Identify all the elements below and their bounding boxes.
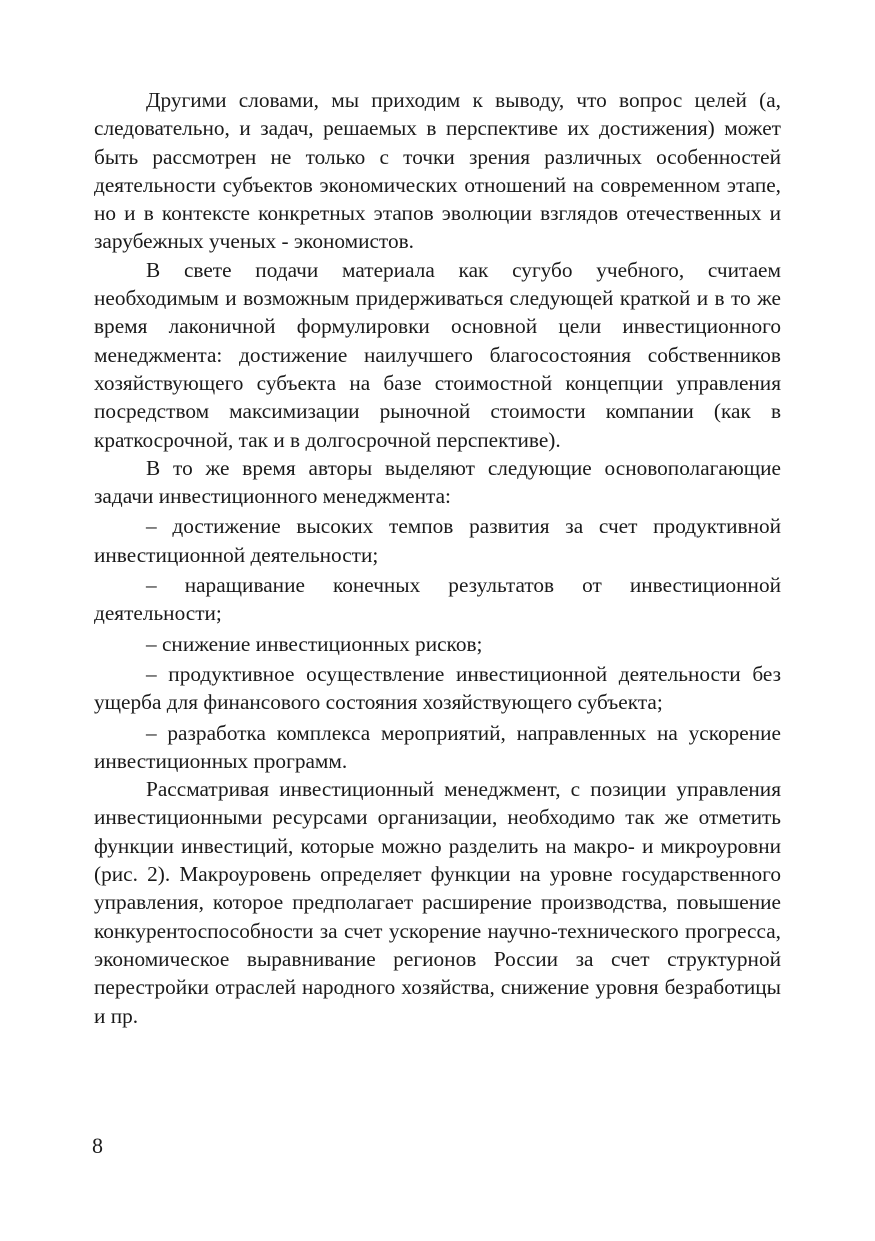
- task-list-item: – снижение инвестиционных рисков;: [146, 631, 483, 656]
- page-body: [94, 86, 781, 1030]
- task-list-item: – продуктивное осуществление инвестиционной деятельности без ущерба для финансового состояния хозяйствующего субъекта;: [94, 661, 781, 715]
- task-list-item: – наращивание конечных результатов от инвестиционной деятельности;: [94, 573, 781, 626]
- task-list-item: – достижение высоких темпов развития за счет продуктивной инвестиционной деятельности;: [94, 514, 781, 567]
- paragraph-tasks-intro: В то же время авторы выделяют следующие основополагающие задачи инвестиционного менеджмента:: [94, 455, 781, 509]
- paragraph-conclusion: Другими словами, мы приходим к выводу, что вопрос целей (а, следовательно, и задач, решаемых в перспективе их достижения) может быть рассмотрен не только с точки зрения различных особенностей деятельности субъектов экономических отношений на современном этапе, но и в контексте конкретных этапов эволюции взглядов отечественных и зарубежных ученых - экономистов.: [94, 88, 781, 254]
- page-number: 8: [92, 1133, 103, 1158]
- paragraph-investment-functions: Рассматривая инвестиционный менеджмент, с позиции управления инвестиционными ресурсами организации, необходимо так же отметить функции инвестиций, которые можно разделить на макро- и микроуровни (рис. 2). Макроуровень определяет функции на уровне государственного управления, которое предполагает расширение производства, повышение конкурентоспособности за счет ускорение научно-технического прогресса, экономическое выравнивание регионов России за счет структурной перестройки отраслей народного хозяйства, снижение уровня безработицы и пр.: [94, 777, 781, 1028]
- paragraph-goal-definition: В свете подачи материала как сугубо учебного, считаем необходимым и возможным придерживаться следующей краткой и в то же время лаконичной формулировки основной цели инвестиционного менеджмента: достижение наилучшего благосостояния собственников хозяйствующего субъекта на базе стоимостной концепции управления посредством максимизации рыночной стоимости компании (как в краткосрочной, так и в долгосрочной перспективе).: [94, 257, 781, 452]
- task-list-item: – разработка комплекса мероприятий, направленных на ускорение инвестиционных программ.: [94, 720, 781, 773]
